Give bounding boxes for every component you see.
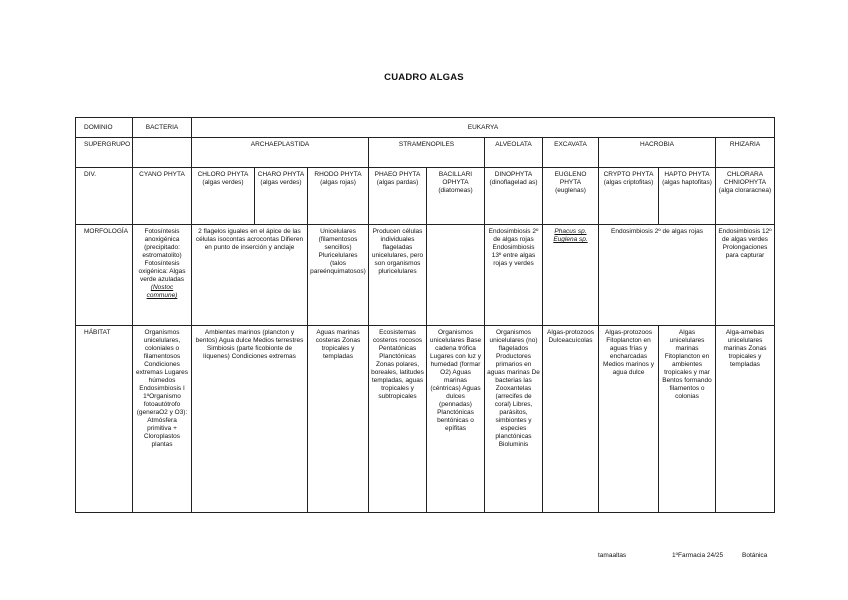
morf-cyano-species: (Nostoc commune) [146, 284, 178, 299]
cell-phaeophyta: PHAEO PHYTA (algas pardas) [369, 168, 427, 225]
cell-hab-bacillari: Organismos unicelulares Base cadena trófica Lugares con luz y humedad (formar O2) Aguas marinas (céntricas) Aguas dulces (pennadas) Planctónicas bentónicas o epífitas [427, 326, 485, 513]
cell-chlorophyta: CHLORO PHYTA (algas verdes) [192, 168, 255, 225]
page-title: CUADRO ALGAS [384, 72, 464, 83]
cell-morf-phaeo: Producen células individuales flageladas unicelulares, pero son organismos pluricelulares [369, 225, 427, 326]
algae-table [75, 117, 775, 513]
cell-hab-chloro-charo: Ambientes marinos (plancton y bentos) Agua dulce Medios terrestres Simbiosis (parte ficobionte de líquenes) Condiciones extremas [192, 326, 308, 513]
cell-rhizaria: RHIZARIA [716, 138, 775, 168]
morf-eugleno-euglena: Euglena sp. [553, 236, 588, 243]
cell-hacrobia: HACROBIA [599, 138, 716, 168]
cell-hab-eugleno: Algas-protozoos Dulceacuícolas [543, 326, 599, 513]
cell-hab-phaeo: Ecosistemas costeros rocosos Pentatónicas Planctónicas Zonas polares, boreales, latitudes templadas, aguas tropicales y subtropicales [369, 326, 427, 513]
cell-rhodophyta: RHODO PHYTA (algas rojas) [308, 168, 369, 225]
cell-morf-chlorara: Endosimbiosis 12º de algas verdes Prolongaciones para capturar [716, 225, 775, 326]
cell-eukarya: EUKARYA [192, 118, 775, 138]
cell-morf-eugleno [543, 225, 599, 326]
cell-morf-cyano [133, 225, 192, 326]
cell-hab-cyano: Organismos unicelulares, coloniales o filamentosos Condiciones extremas Lugares húmedos Endosimbiosis I 1ºOrganismo fotoautótrofo (generaO2 y O3): Atmósfera primitiva + Cloroplastos plantas [133, 326, 192, 513]
cell-cryptophyta: CRYPTO PHYTA (algas criptofitas) [599, 168, 659, 225]
cell-bacteria: BACTERIA [133, 118, 192, 138]
cell-archaeplastida: ARCHAEPLASTIDA [192, 138, 369, 168]
cell-haptophyta: HAPTO PHYTA (algas haptofitas) [659, 168, 716, 225]
cell-hab-dino: Organismos unicelulares (no) flagelados Productores primarios en aguas marinas De bacterias las Zooxantelas (arrecifes de coral) Libres, parásitos, simbiontes y especies planctónicas Bioluminis [485, 326, 543, 513]
table-row [76, 138, 775, 168]
table-row [76, 168, 775, 225]
cell-empty [133, 138, 192, 168]
table-row [76, 118, 775, 138]
footer-course: 1ºFarmacia 24/25 [672, 552, 724, 559]
row-header-habitat: HÁBITAT [76, 326, 133, 513]
morf-eugleno-phacus: Phacus sp. [554, 228, 587, 235]
cell-morf-hacrobia: Endosimbiosis 2º de algas rojas [599, 225, 716, 326]
cell-alveolata: ALVEOLATA [485, 138, 543, 168]
row-header-supergrupo: SUPERGRUPO [76, 138, 133, 168]
row-header-morfologia: MORFOLOGÍA [76, 225, 133, 326]
row-header-dominio: DOMINIO [76, 118, 133, 138]
morf-cyano-text: Fotosíntesis anoxigénica (precipitado: estromatolito) Fotosíntesis oxigénica: Algas verde azuladas [138, 228, 186, 283]
footer-subject: Botánica [742, 552, 768, 559]
cell-chlorarachniophyta: CHLORARA CHNIOPHYTA (alga cloraracnea) [716, 168, 775, 225]
footer-author: tamaaltas [598, 552, 627, 559]
cell-bacillariophyta: BACILLARI OPHYTA (diatomeas) [427, 168, 485, 225]
cell-excavata: EXCAVATA [543, 138, 599, 168]
cell-cyanophyta: CYANO PHYTA [133, 168, 192, 225]
cell-hab-hapto: Algas unicelulares marinas Fitoplancton en ambientes tropicales y mar Bentos formando filamentos o colonias [659, 326, 716, 513]
cell-hab-rhodo: Aguas marinas costeras Zonas tropicales y templadas [308, 326, 369, 513]
cell-euglenophyta: EUGLENO PHYTA (euglenas) [543, 168, 599, 225]
table-row [76, 225, 775, 326]
cell-hab-crypto: Algas-protozoos Fitoplancton en aguas frías y encharcadas Medios marinos y agua dulce [599, 326, 659, 513]
row-header-div: DIV. [76, 168, 133, 225]
cell-morf-dino: Endosimbiosis 2º de algas rojas Endosimbiosis 13º entre algas rojas y verdes [485, 225, 543, 326]
cell-hab-chlorara: Alga-amebas unicelulares marinas Zonas tropicales y templadas [716, 326, 775, 513]
table-row [76, 326, 775, 513]
cell-dinophyta: DINOPHYTA (dinoflagelad as) [485, 168, 543, 225]
cell-morf-rhodo: Unicelulares (filamentosos sencillos) Pluricelulares (talos pareénquimatosos) [308, 225, 369, 326]
cell-stramenopiles: STRAMENOPILES [369, 138, 485, 168]
cell-charophyta: CHARO PHYTA (algas verdes) [255, 168, 308, 225]
cell-morf-chloro-charo: 2 flagelos iguales en el ápice de las células isocontas acrocontas Difieren en punto de inserción y anclaje [192, 225, 308, 326]
cell-morf-bacillari [427, 225, 485, 326]
